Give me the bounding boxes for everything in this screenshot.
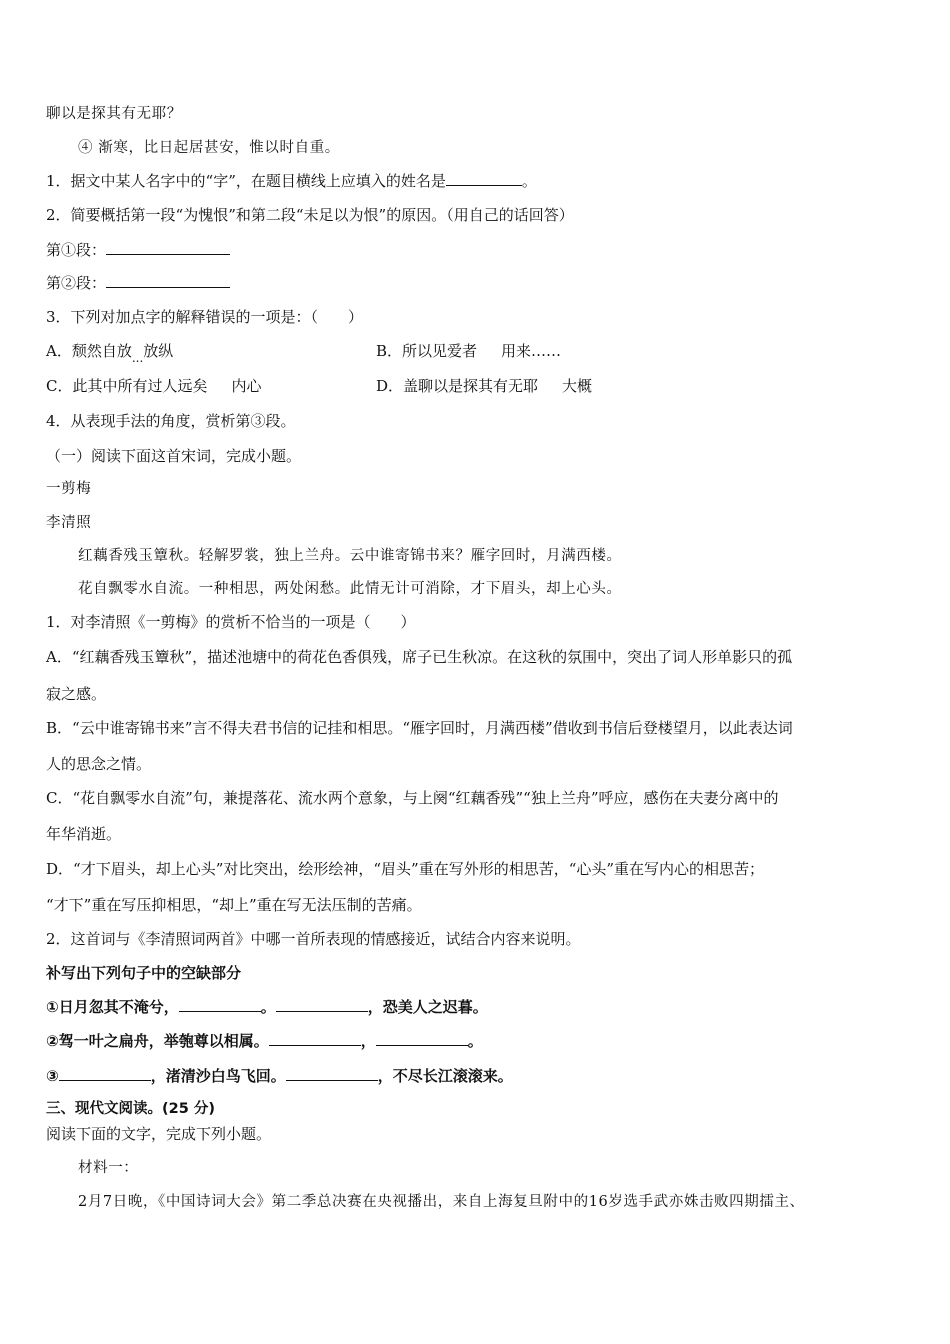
poem-option-a-line-1: A．“红藕香残玉簟秋”，描述池塘中的荷花色香俱残，席子已生秋凉。在这秋的氛围中，突出了词人形单影只的孤 [46, 648, 793, 666]
poem-intro: （一）阅读下面这首宋词，完成小题。 [46, 447, 302, 465]
question-1-text: 1．据文中某人名字中的“字”，在题目横线上应填入的姓名是 [46, 172, 446, 190]
answer-blank[interactable] [269, 1031, 361, 1046]
fill-line-1-text: ①日月忽其不淹兮， [46, 998, 179, 1016]
question-3: 3．下列对加点字的解释错误的一项是：（ ） [46, 308, 364, 326]
fill-line-3 [46, 1066, 513, 1086]
question-1-end: 。 [521, 172, 537, 190]
poem-option-c-line-1: C．“花自飘零水自流”句，兼提落花、流水两个意象，与上阕“红藕香残”“独上兰舟”呼应，感伤在夫妻分离中的 [46, 789, 779, 807]
poem-question-1: 1．对李清照《一剪梅》的赏析不恰当的一项是（ ） [46, 613, 416, 631]
fill-line-1 [46, 997, 488, 1017]
poem-question-2: 2．这首词与《李清照词两首》中哪一首所表现的情感接近，试结合内容来说明。 [46, 930, 581, 948]
option-3c [46, 376, 262, 396]
part-2-label: 第②段： [46, 274, 107, 292]
poem-title: 一剪梅 [46, 481, 92, 497]
poem-author: 李清照 [46, 515, 92, 531]
answer-blank[interactable] [276, 997, 368, 1012]
answer-blank[interactable] [106, 240, 230, 255]
passage-line-2: ④ 渐寒，比日起居甚安，惟以时自重。 [78, 140, 340, 156]
answer-blank[interactable] [106, 273, 230, 288]
material-text: 2月7日晚，《中国诗词大会》第二季总决赛在央视播出，来自上海复旦附中的16岁选手武亦姝击败四期擂主、 [78, 1194, 805, 1210]
poem-option-d-line-2: “才下”重在写压抑相思，“却上”重在写无法压制的苦痛。 [46, 896, 422, 914]
option-3d [376, 376, 592, 396]
fill-line-2 [46, 1031, 483, 1051]
option-3a [46, 341, 174, 365]
passage-line-1: 聊以是探其有无耶？ [46, 106, 182, 122]
question-2-part-2 [46, 273, 230, 293]
option-3b [376, 341, 561, 361]
fill-line-2-mid: ， [360, 1032, 376, 1050]
answer-blank[interactable] [376, 1031, 468, 1046]
option-3a-label: A．颓然自放 [46, 342, 132, 360]
option-3c-label: C．此其中所有过人远矣 [46, 377, 208, 395]
poem-option-a-line-2: 寂之感。 [46, 685, 107, 703]
fill-line-3-num: ③ [46, 1067, 59, 1085]
option-3d-meaning: 大概 [562, 377, 593, 395]
option-3b-label: B．所以见爱者 [376, 342, 478, 360]
emphasis-dots: ... [131, 351, 144, 365]
part-1-label: 第①段： [46, 241, 107, 259]
answer-blank[interactable] [59, 1066, 151, 1081]
poem-option-b-line-1: B．“云中谁寄锦书来”言不得夫君书信的记挂和相思。“雁字回时，月满西楼”借收到书信后登楼望月，以此表达词 [46, 719, 793, 737]
material-label: 材料一： [78, 1160, 139, 1176]
answer-blank[interactable] [446, 171, 522, 186]
poem-option-b-line-2: 人的思念之情。 [46, 755, 152, 773]
fill-section-title: 补写出下列句子中的空缺部分 [46, 964, 242, 982]
poem-stanza-1: 红藕香残玉簟秋。轻解罗裳，独上兰舟。云中谁寄锦书来？雁字回时，月满西楼。 [78, 548, 622, 564]
poem-option-c-line-2: 年华消逝。 [46, 825, 122, 843]
fill-line-2-text: ②驾一叶之扁舟，举匏尊以相属。 [46, 1032, 269, 1050]
option-3c-meaning: 内心 [231, 377, 262, 395]
answer-blank[interactable] [179, 997, 261, 1012]
fill-line-1-end: ，恐美人之迟暮。 [367, 998, 488, 1016]
option-3d-label: D．盖聊以是探其有无耶 [376, 377, 539, 395]
question-2-part-1 [46, 240, 230, 260]
answer-blank[interactable] [286, 1066, 378, 1081]
section-heading: 三、现代文阅读。(25 分) [46, 1101, 215, 1117]
section-instruction: 阅读下面的文字，完成下列小题。 [46, 1125, 272, 1143]
question-1 [46, 171, 537, 191]
question-2: 2．简要概括第一段“为愧恨”和第二段“未足以为恨”的原因。（用自己的话回答） [46, 206, 574, 224]
fill-line-1-mid: 。 [260, 998, 276, 1016]
option-3a-meaning: 放纵 [143, 342, 174, 360]
fill-line-3-end: ，不尽长江滚滚来。 [377, 1067, 513, 1085]
poem-stanza-2: 花自飘零水自流。一种相思，两处闲愁。此情无计可消除，才下眉头，却上心头。 [78, 581, 622, 597]
fill-line-2-end: 。 [467, 1032, 483, 1050]
question-4: 4．从表现手法的角度，赏析第③段。 [46, 412, 296, 430]
option-3b-meaning: 用来…… [501, 342, 562, 360]
poem-option-d-line-1: D．“才下眉头，却上心头”对比突出，绘形绘神，“眉头”重在写外形的相思苦，“心头”重在写内心的相思苦； [46, 860, 765, 878]
fill-line-3-mid: ，渚清沙白鸟飞回。 [150, 1067, 286, 1085]
